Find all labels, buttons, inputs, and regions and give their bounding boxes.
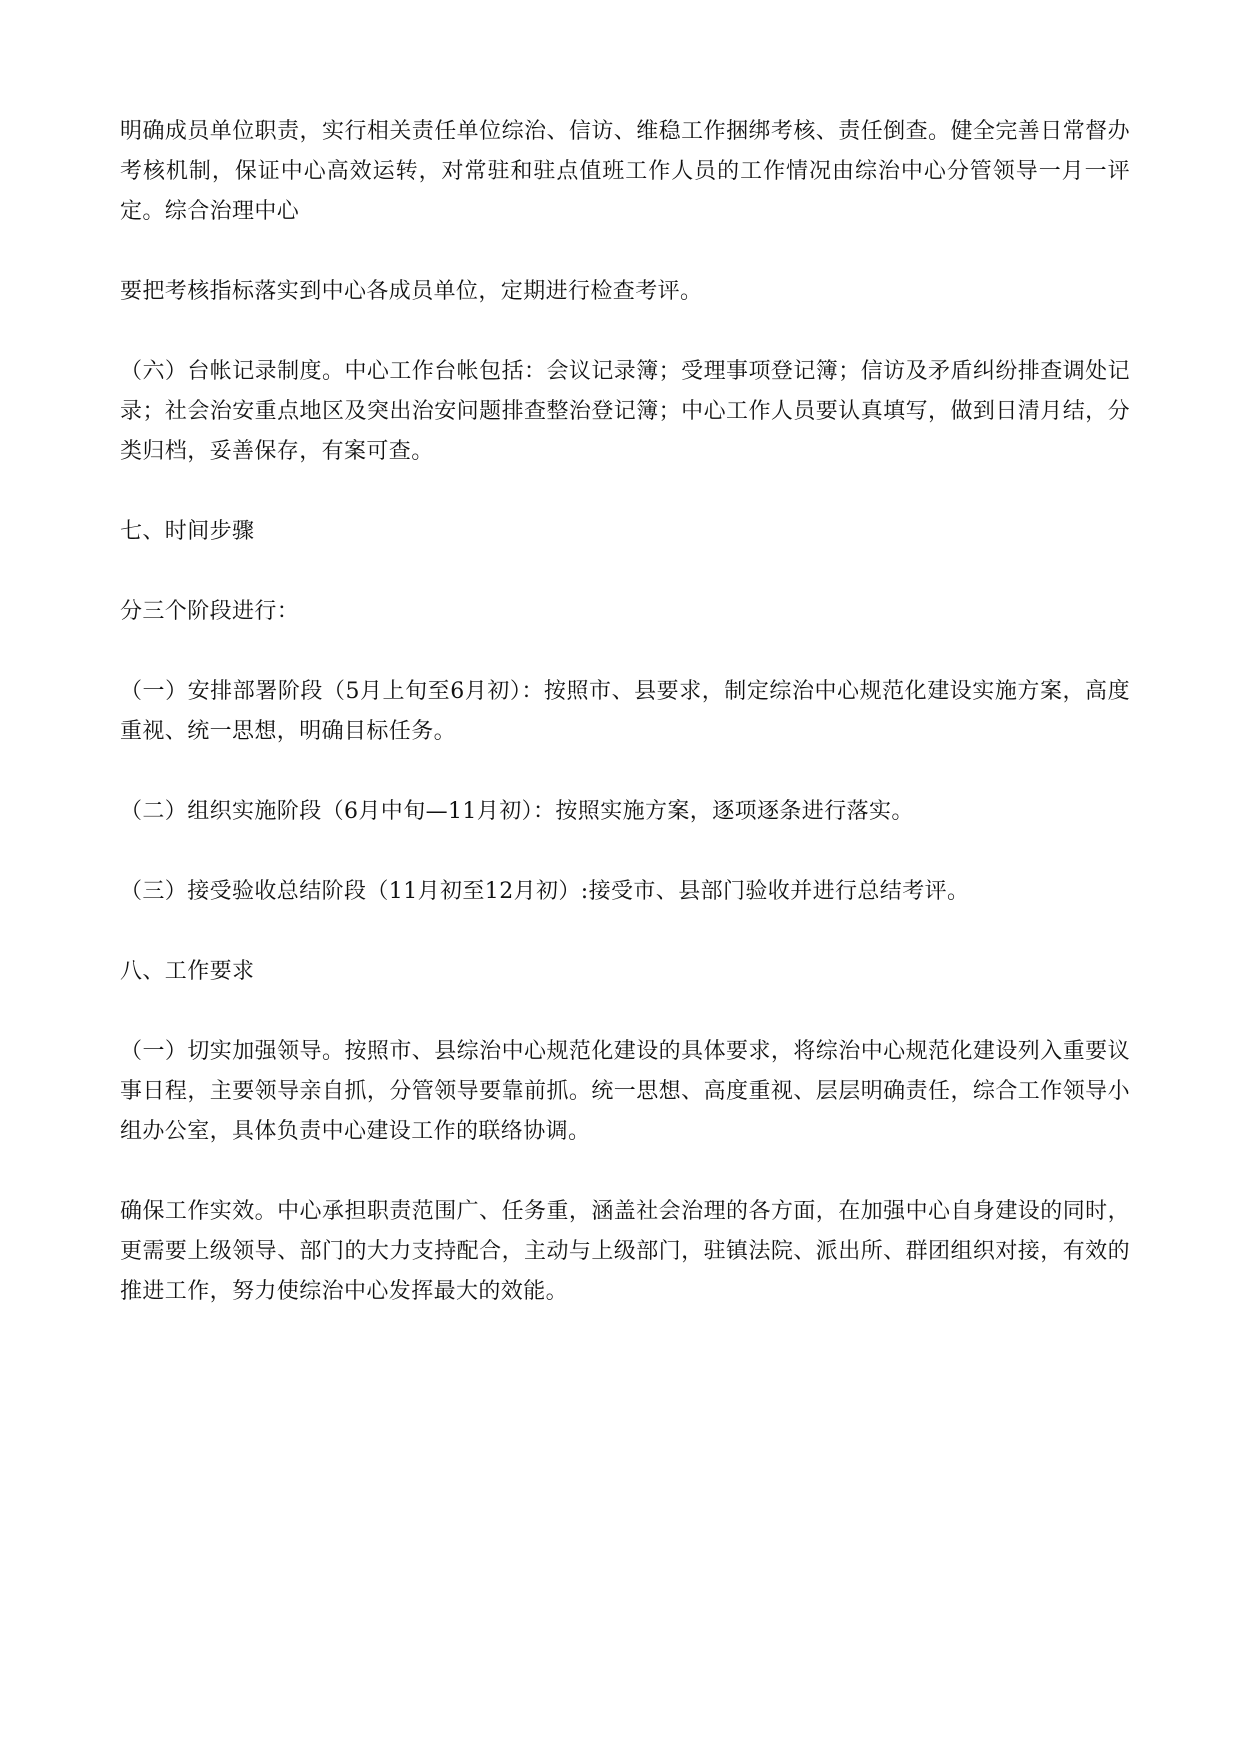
paragraph-stage-implementation: （二）组织实施阶段（6月中旬—11月初）：按照实施方案，逐项逐条进行落实。 xyxy=(120,799,914,824)
paragraph-stage-deployment: （一）安排部署阶段（5月上旬至6月初）：按照市、县要求，制定综治中心规范化建设实施方案，高度重视、统一思想，明确目标任务。 xyxy=(120,679,1130,744)
document-body xyxy=(120,112,1130,1352)
section-heading-time-steps: 七、时间步骤 xyxy=(120,519,255,544)
paragraph-ensure-effectiveness: 确保工作实效。中心承担职责范围广、任务重，涵盖社会治理的各方面，在加强中心自身建设的同时，更需要上级领导、部门的大力支持配合，主动与上级部门，驻镇法院、派出所、群团组织对接，有效的推进工作，努力使综治中心发挥最大的效能。 xyxy=(120,1199,1130,1304)
paragraph-member-duties: 明确成员单位职责，实行相关责任单位综治、信访、维稳工作捆绑考核、责任倒查。健全完善日常督办考核机制，保证中心高效运转，对常驻和驻点值班工作人员的工作情况由综治中心分管领导一月一评定。综合治理中心 xyxy=(120,119,1130,224)
paragraph-strengthen-leadership: （一）切实加强领导。按照市、县综治中心规范化建设的具体要求，将综治中心规范化建设列入重要议事日程，主要领导亲自抓，分管领导要靠前抓。统一思想、高度重视、层层明确责任，综合工作领导小组办公室，具体负责中心建设工作的联络协调。 xyxy=(120,1039,1130,1144)
paragraph-assessment-indicators: 要把考核指标落实到中心各成员单位，定期进行检查考评。 xyxy=(120,279,703,304)
paragraph-stage-acceptance: （三）接受验收总结阶段（11月初至12月初）:接受市、县部门验收并进行总结考评。 xyxy=(120,879,970,904)
paragraph-ledger-system: （六）台帐记录制度。中心工作台帐包括：会议记录簿；受理事项登记簿；信访及矛盾纠纷排查调处记录；社会治安重点地区及突出治安问题排查整治登记簿；中心工作人员要认真填写，做到日清月结，分类归档，妥善保存，有案可查。 xyxy=(120,359,1130,464)
paragraph-three-stages: 分三个阶段进行： xyxy=(120,599,300,624)
section-heading-work-requirements: 八、工作要求 xyxy=(120,959,255,984)
